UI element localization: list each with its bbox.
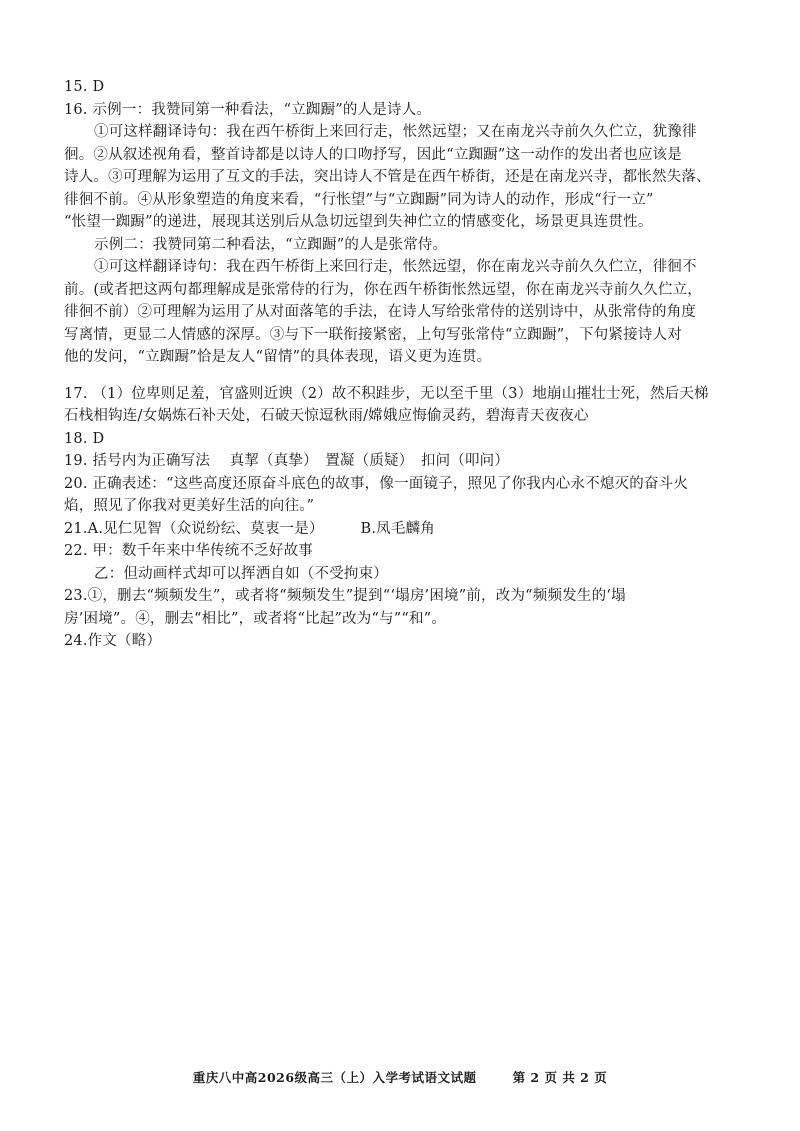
answer-q20: 20. 正确表述：“这些高度还原奋斗底色的故事，像一面镜子，照见了你我内心永不熄灭的奋斗火 <box>64 475 689 492</box>
answer-q16-example1-heading: 16. 示例一：我赞同第一种看法，“立踟蹰”的人是诗人。 <box>64 101 432 118</box>
answer-q16-text: 徘徊不前）②可理解为运用了从对面落笔的手法，在诗人写给张常侍的送别诗中，从张常侍的角度 <box>64 304 697 320</box>
answer-q15: 15. D <box>64 79 105 95</box>
answer-q17: 17. （1）位卑则足羞，官盛则近谀（2）故不积跬步，无以至千里（3）地崩山摧壮士死，然后天梯 <box>64 385 709 402</box>
answer-q18: 18. D <box>64 430 105 447</box>
answer-q23: 23.①，删去“频频发生”，或者将“频频发生”提到“‘塌房’困境”前，改为“频频发生的‘塌 <box>64 588 626 604</box>
answer-q16-text: ①可这样翻译诗句：我在西午桥街上来回行走，怅然远望，你在南龙兴寺前久久伫立，徘徊不 <box>94 259 697 275</box>
answer-q22: 22. 甲：数千年来中华传统不乏好故事 <box>64 543 313 559</box>
answer-q16-text: 诗人。③可理解为运用了互文的手法，突出诗人不管是在西午桥街，还是在南龙兴寺，都怅然失落、 <box>64 169 711 185</box>
answer-q16-text: 他的发问，“立踟蹰”恰是友人“留情”的具体表现，语义更为连贯。 <box>64 349 492 365</box>
answer-q22-cont: 乙：但动画样式却可以挥洒自如（不受拘束） <box>94 565 388 582</box>
answer-q16-text: ①可这样翻译诗句：我在西午桥街上来回行走，怅然远望；又在南龙兴寺前久久伫立，犹豫徘 <box>94 124 697 140</box>
footer-title: 重庆八中高2026级高三（上）入学考试语文试题 <box>192 1070 477 1085</box>
answer-q16-text: “怅望一踟蹰”的递进，展现其送别后从急切远望到失神伫立的情感变化，场景更具连贯性。 <box>64 214 653 230</box>
answer-q16-text: 前。(或者把这两句都理解成是张常侍的行为，你在西午桥街怅然远望，你在南龙兴寺前久久伫立， <box>64 281 702 298</box>
answer-q17-cont: 石栈相钩连/女娲炼石补天处，石破天惊逗秋雨/嫦娥应悔偷灵药，碧海青天夜夜心 <box>64 408 589 424</box>
answer-q16-example2-heading: 示例二：我赞同第二种看法，“立踟蹰”的人是张常侍。 <box>94 236 448 253</box>
answer-q16-text: 写离情，更显二人情感的深厚。③与下一联衔接紧密，上句写张常侍“立踟蹰”，下句紧接诗人对 <box>64 326 682 343</box>
answer-q24: 24.作文（略） <box>64 633 162 649</box>
answer-q19: 19. 括号内为正确写法 真挈（真挚） 置凝（质疑） 扣问（叩问） <box>64 453 510 469</box>
answer-content <box>64 76 744 653</box>
page-footer <box>0 1068 800 1086</box>
answer-q20-cont: 焰，照见了你我对更美好生活的向往。” <box>64 498 315 514</box>
footer-page-number: 第 2 页 共 2 页 <box>512 1070 608 1085</box>
answer-q16-text: 徘徊不前。④从形象塑造的角度来看，“行怅望”与“立踟蹰”同为诗人的动作，形成“行一立” <box>64 191 654 208</box>
answer-q21: 21.A.见仁见智（众说纷纭、莫衷一是） B.凤毛麟角 <box>64 520 435 537</box>
answer-q16-text: 徊。②从叙述视角看，整首诗都是以诗人的口吻抒写，因此“立踟蹰”这一动作的发出者也应该是 <box>64 146 682 163</box>
answer-q23-cont: 房’困境”。④，删去“相比”，或者将“比起”改为“与”“和”。 <box>64 610 447 627</box>
section-gap <box>64 369 744 383</box>
